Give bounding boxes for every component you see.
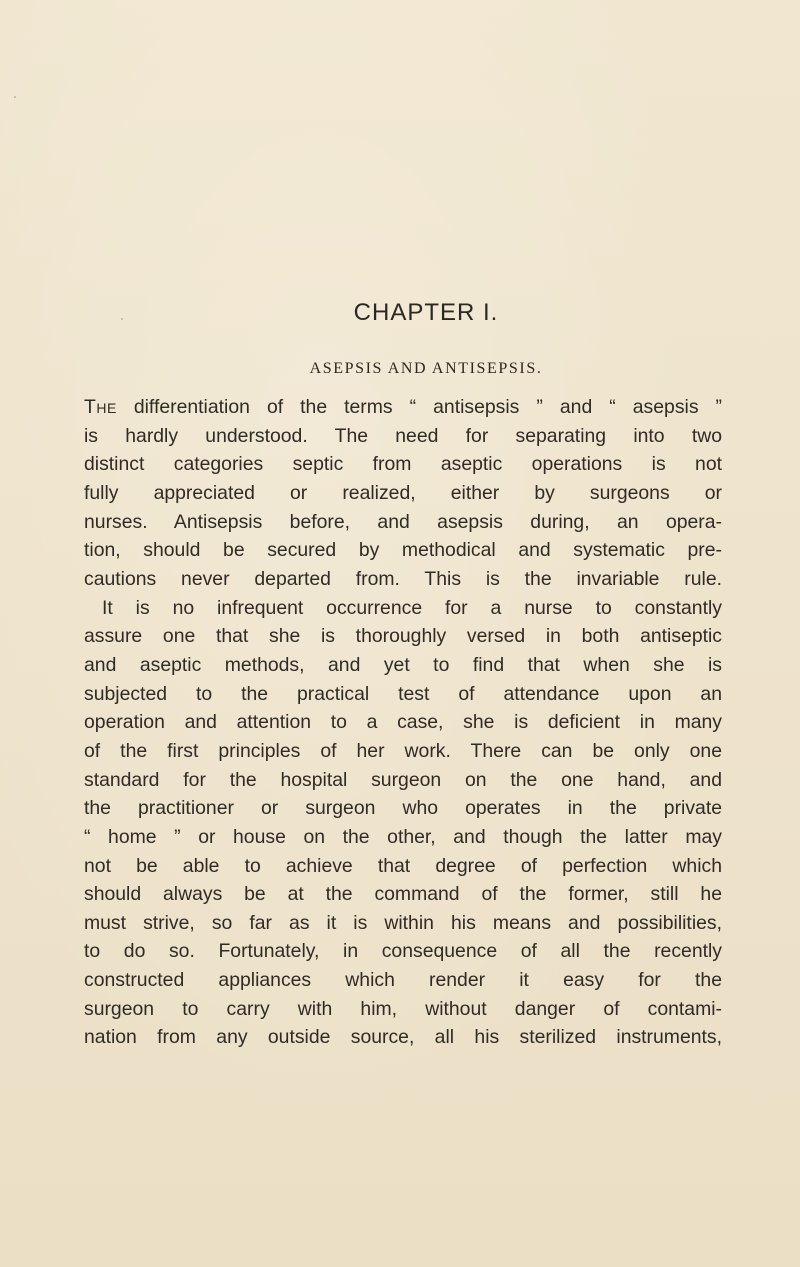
text-line: must strive, so far as it is within his means and possibilities, bbox=[84, 911, 722, 934]
text-line: the practitioner or surgeon who operates in the private bbox=[84, 797, 722, 820]
text-line: surgeon to carry with him, without danger of contami- bbox=[84, 997, 722, 1020]
chapter-heading: CHAPTER I. bbox=[353, 299, 499, 326]
text-line-1 bbox=[84, 393, 722, 422]
text-line: tion, should be secured by methodical and systematic pre- bbox=[84, 539, 722, 562]
text-line: “ home ” or house on the other, and though the latter may bbox=[84, 825, 722, 848]
text-line: nation from any outside source, all his sterilized instruments, bbox=[84, 1026, 722, 1049]
section-heading: ASEPSIS AND ANTISEPSIS. bbox=[309, 360, 543, 377]
body-paragraphs bbox=[84, 393, 722, 1052]
text-line: constructed appliances which render it easy for the bbox=[84, 969, 722, 992]
text-line: is hardly understood. The need for separating into two bbox=[84, 424, 722, 447]
text-line: cautions never departed from. This is the invariable rule. bbox=[84, 567, 722, 590]
text-line: subjected to the practical test of attendance upon an bbox=[84, 682, 722, 705]
text-line: not be able to achieve that degree of perfection which bbox=[84, 854, 722, 877]
text-line: should always be at the command of the former, still he bbox=[84, 883, 722, 906]
text-line: standard for the hospital surgeon on the one hand, and bbox=[84, 768, 722, 791]
text-line: fully appreciated or realized, either by surgeons or bbox=[84, 481, 722, 504]
text-line: operation and attention to a case, she is deficient in many bbox=[84, 711, 722, 734]
text-line: nurses. Antisepsis before, and asepsis during, an opera- bbox=[84, 510, 722, 533]
text-line-paragraph-start: It is no infrequent occurrence for a nurse to constantly bbox=[102, 596, 722, 619]
text-line: assure one that she is thoroughly versed in both antiseptic bbox=[84, 625, 722, 648]
paper-speck bbox=[14, 96, 16, 98]
text-line: to do so. Fortunately, in consequence of all the recently bbox=[84, 940, 722, 963]
first-word: The bbox=[84, 396, 117, 418]
text-line: and aseptic methods, and yet to find that when she is bbox=[84, 653, 722, 676]
text-line: distinct categories septic from aseptic operations is not bbox=[84, 453, 722, 476]
line-text: differentiation of the terms “ antisepsis ” and “ asepsis ” bbox=[133, 396, 723, 418]
text-line: of the first principles of her work. There can be only one bbox=[84, 739, 722, 762]
